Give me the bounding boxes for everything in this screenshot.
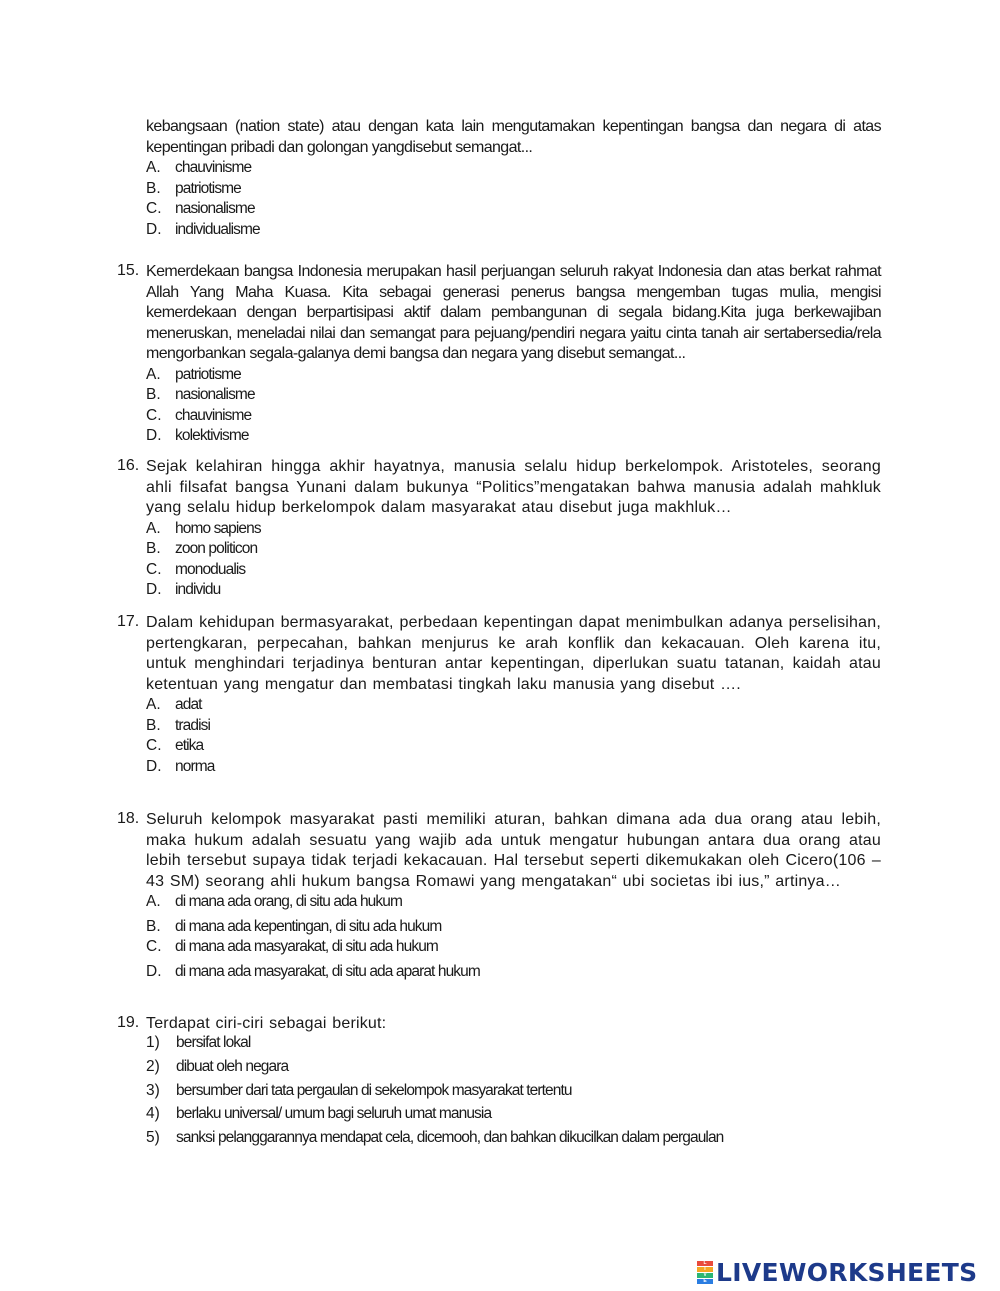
option-letter: D. [146,757,162,775]
option-a[interactable] [146,892,881,913]
question-number: 19. [117,1014,140,1031]
option-letter: B. [146,386,161,404]
option-text: individualisme [175,220,260,238]
question-16 [117,457,881,601]
question-text: kebangsaan (nation state) atau dengan kata lain mengutamakan kepentingan bangsa dan negara di atas kepentingan pribadi dan golongan yangdisebut semangat... [146,118,881,156]
question-number: 17. [117,613,140,630]
option-letter: C. [146,938,162,956]
option-b[interactable] [146,539,881,560]
option-text: di mana ada masyarakat, di situ ada hukum [175,938,438,956]
question-19 [117,1014,881,1035]
option-letter: D. [146,962,162,980]
item-text: bersumber dari tata pergaulan di sekelompok masyarakat tertentu [176,1082,572,1099]
option-b[interactable] [146,716,881,737]
logo-text: LIVEWORKSHEETS [716,1257,978,1287]
list-item-4 [146,1105,491,1123]
logo-mark-letter: V [697,1273,713,1278]
option-text: di mana ada masyarakat, di situ ada aparat hukum [175,962,480,980]
option-a[interactable] [146,695,881,716]
option-c[interactable] [146,937,881,958]
item-text: dibuat oleh negara [176,1058,289,1075]
option-letter: C. [146,200,162,218]
question-text: Terdapat ciri-ciri sebagai berikut: [146,1015,387,1032]
option-a[interactable] [146,158,881,179]
option-letter: C. [146,406,162,424]
option-c[interactable] [146,199,881,220]
option-b[interactable] [146,179,881,200]
item-text: bersifat lokal [176,1034,251,1051]
logo-mark-letter: L [697,1261,713,1266]
option-letter: A. [146,696,161,713]
option-text: di mana ada orang, di situ ada hukum [175,893,402,910]
option-d[interactable] [146,757,881,778]
item-text: sanksi pelanggarannya mendapat cela, dicemooh, dan bahkan dikucilkan dalam pergaulan [176,1129,724,1146]
option-list [146,365,881,447]
option-letter: B. [146,179,161,197]
option-letter: A. [146,365,161,383]
liveworksheets-logo[interactable] [697,1259,977,1285]
question-number: 18. [117,810,140,827]
item-text: berlaku universal/ umum bagi seluruh umat manusia [176,1105,492,1122]
option-text: di mana ada kepentingan, di situ ada hukum [175,917,442,935]
option-d[interactable] [146,580,881,601]
option-text: nasionalisme [175,386,255,404]
item-label: 2) [146,1058,160,1075]
option-letter: D. [146,220,162,238]
question-15 [117,262,881,447]
option-c[interactable] [146,736,881,757]
option-letter: A. [146,159,161,176]
option-letter: B. [146,716,161,734]
option-text: adat [175,696,202,713]
option-c[interactable] [146,406,881,427]
question-18 [117,810,881,982]
option-text: chauvinisme [175,406,252,424]
option-c[interactable] [146,560,881,581]
option-text: patriotisme [175,179,241,197]
option-letter: C. [146,737,162,755]
list-item-5 [146,1129,723,1147]
option-text: zoon politicon [175,540,258,558]
item-label: 5) [146,1129,160,1146]
question-14-continuation [146,117,881,240]
option-text: kolektivisme [175,427,249,445]
question-text: Sejak kelahiran hingga akhir hayatnya, manusia selalu hidup berkelompok. Aristoteles, seorang ahli filsafat bangsa Yunani dalam bukunya “Politics”mengatakan bahwa manusia adalah mahkluk yang selalu hidup berkelompok dalam masyarakat atau disebut juga makhluk… [146,458,881,516]
option-d[interactable] [146,426,881,447]
question-text: Kemerdekaan bangsa Indonesia merupakan hasil perjuangan seluruh rakyat Indonesia dan atas berkat rahmat Allah Yang Maha Kuasa. Kita sebagai generasi penerus bangsa mengemban tugas mulia, mengisi kemerdekaan dengan berpartisipasi aktif dalam pembangunan di segala bidang.Kita juga berkewajiban meneruskan, meneladai nilai dan semangat para pejuang/pendiri negara yaitu cinta tanah air sertabersedia/rela mengorbankan segala-galanya demi bangsa dan negara yang disebut semangat... [146,263,881,362]
option-text: tradisi [175,716,211,734]
logo-mark-icon [697,1261,713,1284]
option-d[interactable] [146,220,881,241]
item-label: 1) [146,1034,160,1051]
option-letter: A. [146,893,161,910]
logo-mark-letter: I [697,1267,713,1272]
option-text: etika [175,737,204,755]
item-label: 3) [146,1082,160,1099]
option-list [146,158,881,240]
option-a[interactable] [146,365,881,386]
list-item-1 [146,1034,250,1052]
question-17 [117,613,881,777]
option-letter: D. [146,581,162,599]
option-letter: C. [146,560,162,578]
question-number: 15. [117,262,140,279]
option-a[interactable] [146,519,881,540]
option-text: patriotisme [175,365,241,383]
option-letter: B. [146,917,161,935]
option-letter: D. [146,427,162,445]
question-text: Dalam kehidupan bermasyarakat, perbedaan kepentingan dapat menimbulkan adanya perselisihan, pertengkaran, perpecahan, bahkan menjurus ke arah konflik dan kekacauan. Oleh karena itu, untuk menghindari terjadinya benturan antar kepentingan, diperlukan suatu tatanan, kaidah atau ketentuan yang mengatur dan membatasi tingkah laku manusia yang disebut …. [146,614,881,693]
option-list [146,892,881,982]
option-text: chauvinisme [175,159,252,176]
option-text: norma [175,757,215,775]
option-b[interactable] [146,917,881,938]
item-label: 4) [146,1105,160,1122]
option-text: monodualis [175,560,246,578]
option-text: nasionalisme [175,200,255,218]
question-text: Seluruh kelompok masyarakat pasti memiliki aturan, bahkan dimana ada dua orang atau lebih, maka hukum adalah sesuatu yang wajib ada untuk mengatur hubungan antara dua orang atau lebih tersebut supaya tidak terjadi kekacauan. Hal tersebut seperti dikemukakan oleh Cicero(106 – 43 SM) seorang ahli hukum bangsa Romawi yang mengatakan“ ubi societas ibi ius,” artinya… [146,811,881,890]
option-text: homo sapiens [175,519,261,537]
question-number: 16. [117,457,140,474]
logo-mark-letter: E [697,1279,713,1284]
option-d[interactable] [146,962,881,983]
option-b[interactable] [146,385,881,406]
option-letter: B. [146,540,161,558]
option-list [146,519,881,601]
option-text: individu [175,581,221,599]
option-letter: A. [146,519,161,537]
option-list [146,695,881,777]
list-item-3 [146,1082,572,1100]
list-item-2 [146,1058,288,1076]
